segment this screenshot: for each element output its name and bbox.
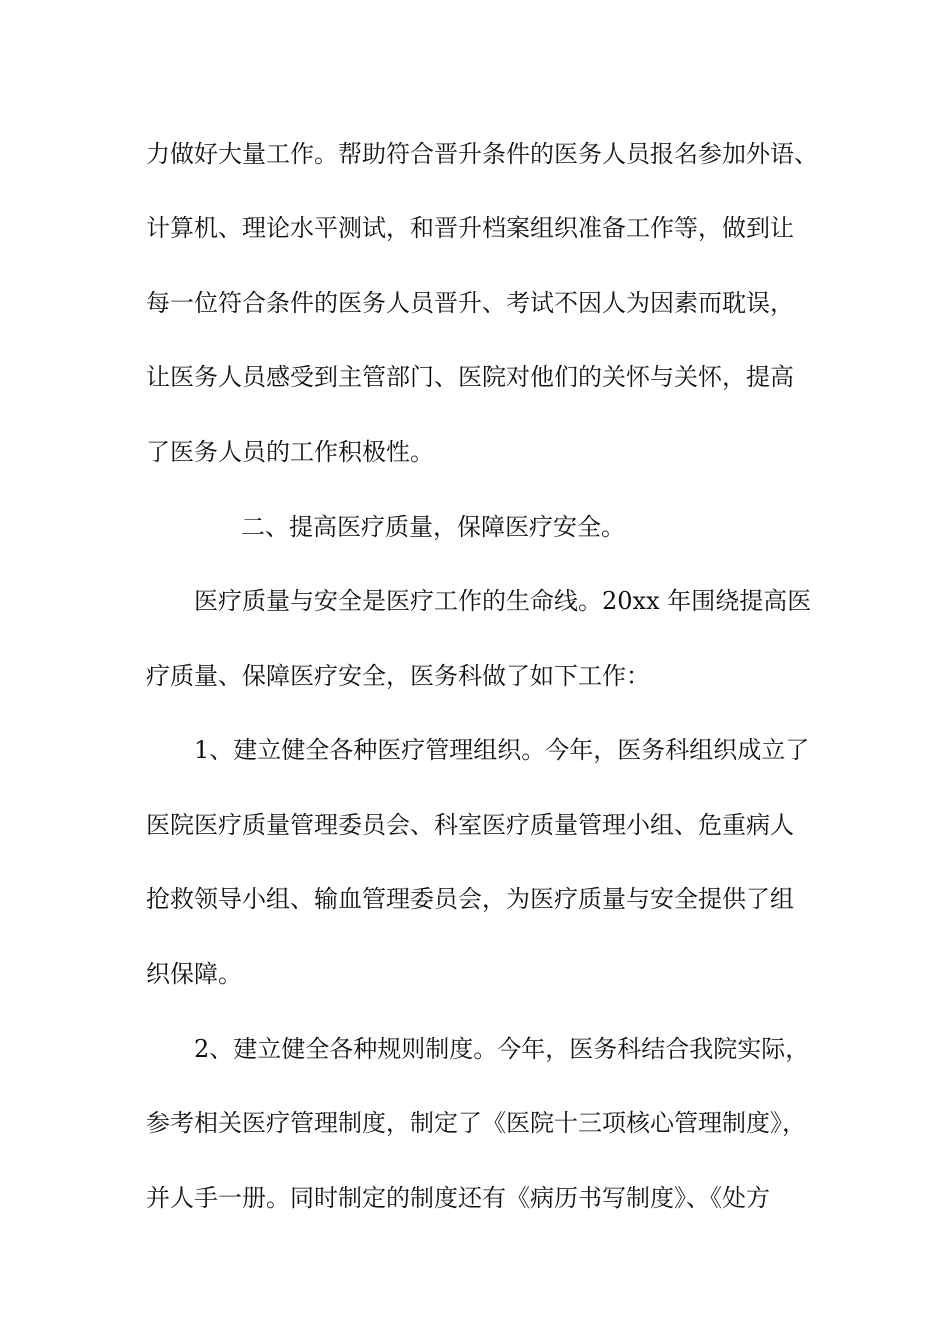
section-heading: 二、提高医疗质量，保障医疗安全。 [241,513,625,541]
paragraph-line: 让医务人员感受到主管部门、医院对他们的关怀与关怀，提高 [146,363,794,391]
list-item-line: 参考相关医疗管理制度，制定了《医院十三项核心管理制度》， [146,1109,806,1137]
list-item-line: 并人手一册。同时制定的制度还有《病历书写制度》、《处方 [146,1184,770,1212]
list-item-line: 2、建立健全各种规则制度。今年，医务科结合我院实际， [194,1035,810,1063]
paragraph-line: 力做好大量工作。帮助符合晋升条件的医务人员报名参加外语、 [146,140,818,168]
list-item-line: 1、建立健全各种医疗管理组织。今年，医务科组织成立了 [194,736,810,764]
paragraph-line: 每一位符合条件的医务人员晋升、考试不因人为因素而耽误， [146,289,794,317]
paragraph-line: 疗质量、保障医疗安全，医务科做了如下工作： [146,662,650,690]
paragraph-line: 了医务人员的工作积极性。 [146,438,434,466]
list-item-line: 织保障。 [146,960,242,988]
paragraph-line: 计算机、理论水平测试，和晋升档案组织准备工作等，做到让 [146,214,794,242]
list-item-line: 医院医疗质量管理委员会、科室医疗质量管理小组、危重病人 [146,811,794,839]
list-item-line: 抢救领导小组、输血管理委员会，为医疗质量与安全提供了组 [146,885,794,913]
paragraph-line: 医疗质量与安全是医疗工作的生命线。20xx 年围绕提高医 [194,587,812,615]
